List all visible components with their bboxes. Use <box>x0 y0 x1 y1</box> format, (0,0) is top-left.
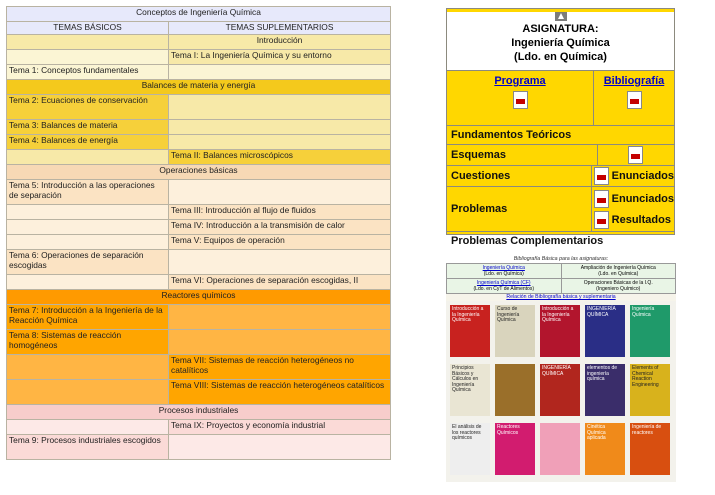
biblio-title: Bibliografía Básica para las asignaturas: <box>513 256 609 262</box>
topic-basic-4[interactable]: Tema 4: Balances de energía <box>7 135 169 150</box>
topic-basic-9[interactable]: Tema 9: Procesos industriales escogidos <box>7 435 169 460</box>
book-cover[interactable]: INGENIERÍA QUÍMICA <box>540 364 580 416</box>
university-logo-icon <box>555 12 567 21</box>
asignatura-name: Ingeniería Química <box>511 37 610 49</box>
topic-supp-IV[interactable]: Tema IV: Introducción a la transmisión de calor <box>169 220 391 235</box>
book-cover[interactable] <box>495 364 535 416</box>
topic-basic-cell <box>7 355 169 380</box>
topic-basic-1[interactable]: Tema 1: Conceptos fundamentales <box>7 65 169 80</box>
section-procesos: Procesos industriales <box>7 405 391 420</box>
topic-basic-cell <box>7 50 169 65</box>
bibliografia-link[interactable]: Bibliografía <box>603 75 665 87</box>
pdf-icon[interactable] <box>594 167 609 185</box>
topic-basic-cell <box>7 205 169 220</box>
topic-basic-8[interactable]: Tema 8: Sistemas de reacción homogéneos <box>7 330 169 355</box>
esquemas-cell <box>597 145 674 165</box>
col-header-supp: TEMAS SUPLEMENTARIOS <box>169 22 391 35</box>
fundamentos-row <box>447 126 674 145</box>
book-cover[interactable]: elementos de ingeniería química <box>585 364 625 416</box>
book-cover[interactable]: El análisis de los reactores químicos <box>450 423 490 475</box>
topic-basic-3[interactable]: Tema 3: Balances de materia <box>7 120 169 135</box>
biblio-sub: (Ingeniero Químico) <box>596 286 641 292</box>
topic-basic-cell <box>7 35 169 50</box>
biblio-table <box>446 263 676 294</box>
book-covers <box>446 301 676 482</box>
book-cover[interactable]: Curso de Ingeniería Química <box>495 305 535 357</box>
topic-basic-6[interactable]: Tema 6: Operaciones de separación escogidas <box>7 250 169 275</box>
topic-supp-VI[interactable]: Tema VI: Operaciones de separación escogidas, II <box>169 275 391 290</box>
section-operaciones: Operaciones básicas <box>7 165 391 180</box>
bibliografia-cell <box>593 71 674 125</box>
problemas-cell <box>591 187 674 231</box>
topic-basic-7[interactable]: Tema 7: Introducción a la Ingeniería de la Reacción Química <box>7 305 169 330</box>
topic-supp-cell <box>169 250 391 275</box>
problemas-enunciados-link[interactable]: Enunciados <box>611 192 674 205</box>
fundamentos-label[interactable]: Fundamentos Teóricos <box>451 129 572 141</box>
esquemas-row <box>447 145 674 166</box>
asignatura-degree: (Ldo. en Química) <box>514 51 607 63</box>
topic-supp-cell <box>169 435 391 460</box>
pdf-icon[interactable] <box>513 91 528 109</box>
topic-supp-II[interactable]: Tema II: Balances microscópicos <box>169 150 391 165</box>
complementarios-row <box>447 232 674 250</box>
topic-supp-cell <box>169 120 391 135</box>
book-cover[interactable] <box>540 423 580 475</box>
problemas-label: Problemas <box>451 203 508 215</box>
biblio-operaciones: Operaciones Básicas de la I.Q. <box>583 280 653 286</box>
cuestiones-enunciados-link[interactable]: Enunciados <box>611 170 674 182</box>
asignatura-panel <box>446 8 675 247</box>
topic-basic-cell <box>7 220 169 235</box>
topic-intro[interactable]: Introducción <box>169 35 391 50</box>
topic-supp-cell <box>169 135 391 150</box>
section-balances: Balances de materia y energía <box>7 80 391 95</box>
biblio-link-iq[interactable]: Ingeniería Química <box>482 265 525 271</box>
cuestiones-label: Cuestiones <box>451 170 511 182</box>
esquemas-label: Esquemas <box>451 149 507 161</box>
topic-basic-cell <box>7 275 169 290</box>
book-cover[interactable]: Ingeniería Química <box>630 305 670 357</box>
topic-supp-III[interactable]: Tema III: Introducción al flujo de fluidos <box>169 205 391 220</box>
book-cover[interactable]: Elements of Chemical Reaction Engineering <box>630 364 670 416</box>
pdf-icon[interactable] <box>627 91 642 109</box>
topic-basic-2[interactable]: Tema 2: Ecuaciones de conservación <box>7 95 169 120</box>
cuestiones-cell <box>591 166 674 186</box>
section-reactores: Reactores químicos <box>7 290 391 305</box>
col-header-basic: TEMAS BÁSICOS <box>7 22 169 35</box>
asignatura-label: ASIGNATURA: <box>522 23 599 35</box>
asignatura-header <box>447 12 674 71</box>
pdf-icon[interactable] <box>594 211 609 229</box>
topic-supp-cell <box>169 65 391 80</box>
book-cover[interactable]: Introducción a la Ingeniería Química <box>540 305 580 357</box>
topics-title: Conceptos de Ingeniería Química <box>7 7 391 22</box>
book-cover[interactable]: INGENIERÍA QUÍMICA <box>585 305 625 357</box>
pdf-icon[interactable] <box>594 190 609 208</box>
book-cover[interactable]: Introducción a la Ingeniería Química <box>450 305 490 357</box>
complementarios-label[interactable]: Problemas Complementarios <box>451 235 604 247</box>
bibliografia-panel <box>446 256 676 488</box>
biblio-sub: (Ldo. en CyT de Alimentos) <box>473 286 534 292</box>
problemas-resultados-link[interactable]: Resultados <box>611 213 671 226</box>
book-cover[interactable]: Cinética Química aplicada <box>585 423 625 475</box>
problemas-row <box>447 187 674 232</box>
biblio-ampliacion: Ampliación de Ingeniería Química <box>580 265 656 271</box>
biblio-sub: (Ldo. en Química) <box>483 271 524 277</box>
topic-basic-cell <box>7 380 169 405</box>
topic-basic-cell <box>7 150 169 165</box>
book-cover[interactable]: Principios Básicos y Cálculos en Ingeniería Química <box>450 364 490 416</box>
asignatura-links <box>447 71 674 126</box>
biblio-relacion-link[interactable]: Relación de Bibliografía básica y suplementaria <box>446 294 676 301</box>
topic-supp-cell <box>169 305 391 330</box>
programa-link[interactable]: Programa <box>494 75 546 87</box>
topic-supp-cell <box>169 180 391 205</box>
cuestiones-row <box>447 166 674 187</box>
topic-supp-I[interactable]: Tema I: La Ingeniería Química y su entorno <box>169 50 391 65</box>
programa-cell <box>447 71 593 125</box>
topic-basic-cell <box>7 420 169 435</box>
topic-basic-5[interactable]: Tema 5: Introducción a las operaciones de separación <box>7 180 169 205</box>
topic-supp-cell <box>169 95 391 120</box>
topic-supp-VIII[interactable]: Tema VIII: Sistemas de reacción heterogéneos catalíticos <box>169 380 391 405</box>
topics-table <box>6 6 391 460</box>
pdf-icon[interactable] <box>628 146 643 164</box>
book-cover[interactable]: Reactores Químicos <box>495 423 535 475</box>
book-cover[interactable]: Ingeniería de reactores <box>630 423 670 475</box>
topic-supp-cell <box>169 330 391 355</box>
biblio-link-iq-cf[interactable]: Ingeniería Química (CF) <box>476 280 531 286</box>
topic-supp-V[interactable]: Tema V: Equipos de operación <box>169 235 391 250</box>
biblio-sub: (Ldo. en Química) <box>598 271 639 277</box>
topic-supp-VII[interactable]: Tema VII: Sistemas de reacción heterogéneos no catalíticos <box>169 355 391 380</box>
topic-basic-cell <box>7 235 169 250</box>
topic-supp-IX[interactable]: Tema IX: Proyectos y economía industrial <box>169 420 391 435</box>
